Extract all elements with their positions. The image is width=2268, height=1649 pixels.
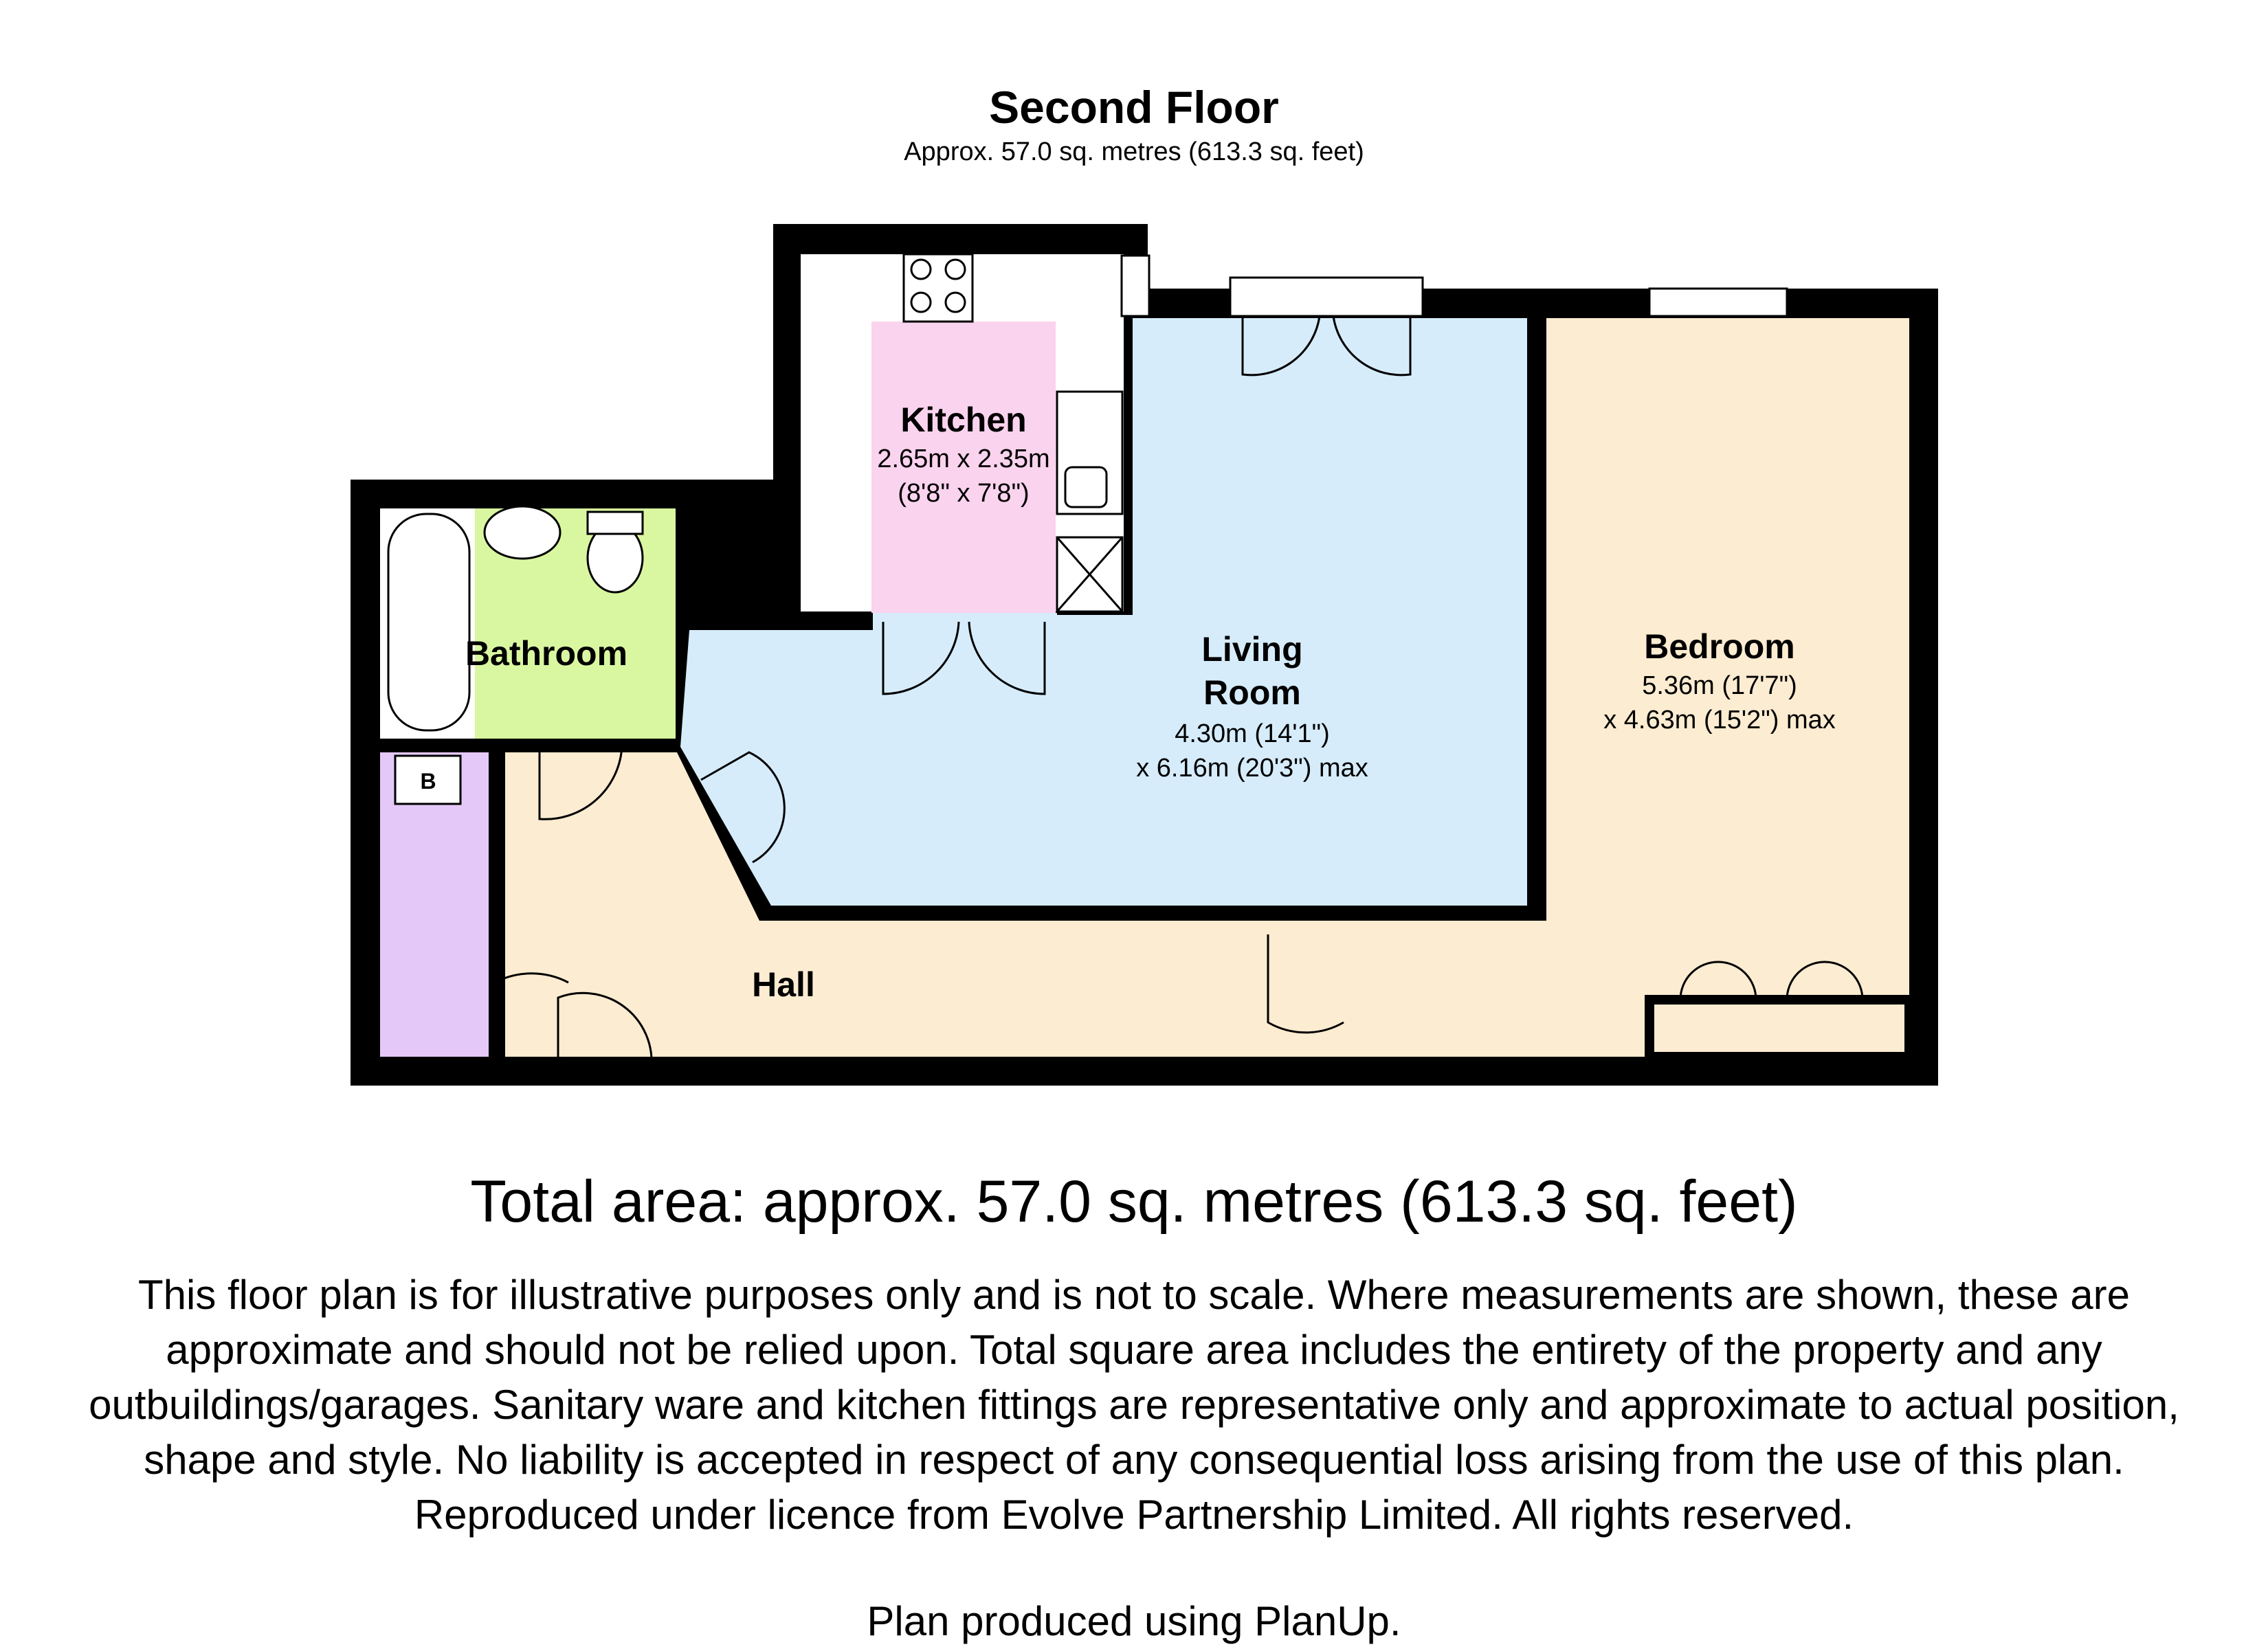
wardrobe bbox=[1649, 1000, 1909, 1057]
disclaimer-text: This floor plan is for illustrative purposes only and is not to scale. Where measurements are shown, these are approximate and should not be relied upon. Total square area includes the entirety of the property and any outbuildings/garages. Sanitary ware and kitchen fittings are representative only and approximate to actual position, shape and style. No liability is accepted in respect of any consequential loss arising from the use of this plan. Reproduced under licence from Evolve Partnership Limited. All rights reserved. bbox=[89, 1272, 2179, 1538]
bathroom-label: Bathroom bbox=[465, 634, 628, 673]
living-room-label-2: Room bbox=[1203, 673, 1301, 712]
basin bbox=[485, 506, 560, 559]
floor-subtitle: Approx. 57.0 sq. metres (613.3 sq. feet) bbox=[904, 137, 1364, 166]
kitchen-dim-1: 2.65m x 2.35m bbox=[877, 445, 1050, 473]
bedroom-window bbox=[1649, 289, 1787, 316]
kitchen-window bbox=[1122, 256, 1149, 316]
living-window bbox=[1230, 278, 1423, 316]
bedroom-dim-2: x 4.63m (15'2") max bbox=[1603, 706, 1836, 734]
living-room-dim-1: 4.30m (14'1") bbox=[1175, 719, 1330, 748]
boiler-label: B bbox=[420, 769, 436, 794]
hall-label: Hall bbox=[752, 965, 815, 1004]
bedroom-label: Bedroom bbox=[1644, 627, 1795, 666]
living-room-label-1: Living bbox=[1201, 630, 1303, 669]
kitchen-label: Kitchen bbox=[900, 401, 1027, 439]
living-room-dim-2: x 6.16m (20'3") max bbox=[1136, 754, 1368, 783]
bedroom-dim-1: 5.36m (17'7") bbox=[1642, 671, 1797, 700]
hall-to-bedroom-link bbox=[1527, 921, 1568, 1057]
floor-title: Second Floor bbox=[989, 82, 1279, 133]
total-area: Total area: approx. 57.0 sq. metres (613.3 sq. feet) bbox=[470, 1169, 1798, 1235]
kitchen-dim-2: (8'8" x 7'8") bbox=[898, 479, 1030, 508]
bathtub bbox=[388, 514, 469, 730]
produced-note: Plan produced using PlanUp. bbox=[867, 1598, 1401, 1644]
